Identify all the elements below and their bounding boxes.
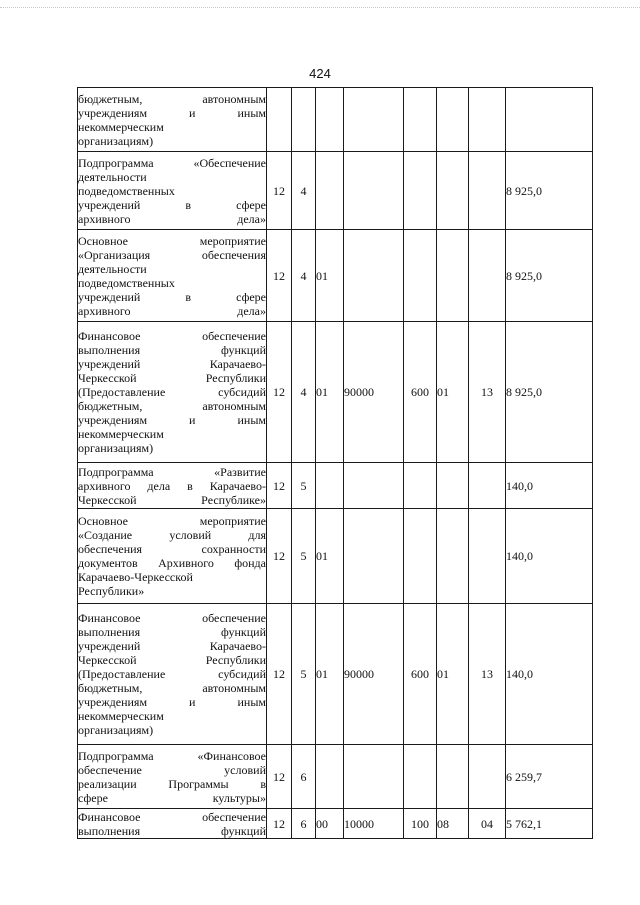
table-body: [78, 88, 593, 839]
row-name: [78, 463, 267, 509]
row-name-line: организациям): [78, 133, 154, 148]
row-name-line: «Создание условий для: [78, 528, 266, 542]
section-code-cell: 01: [437, 322, 469, 463]
row-name-line: подведомственных: [78, 183, 175, 198]
row-name-line: организациям): [78, 441, 154, 455]
direction-code-cell: 90000: [344, 322, 404, 463]
direction-code-cell: 10000: [344, 809, 404, 839]
table-row: [78, 322, 593, 463]
program-code-cell: [316, 745, 344, 809]
expense-type-cell: [404, 230, 437, 322]
subsection-code-cell: [469, 152, 506, 230]
subsection-cell: 6: [292, 745, 316, 809]
amount-cell: 140,0: [506, 463, 593, 509]
row-name-line: бюджетным, автономным: [78, 681, 266, 695]
table-row: [78, 152, 593, 230]
subsection-cell: 4: [292, 230, 316, 322]
row-name-line: сфере культуры»: [78, 790, 266, 805]
subsection-cell: 5: [292, 604, 316, 745]
row-name-line: Карачаево-Черкесской: [78, 570, 193, 584]
table-row: [78, 88, 593, 152]
program-code-cell: 01: [316, 509, 344, 604]
subsection-code-cell: [469, 463, 506, 509]
section-code-cell: 08: [437, 809, 469, 839]
row-name-line: деятельности: [78, 169, 147, 184]
section-code-cell: [437, 463, 469, 509]
row-name-line: бюджетным, автономным: [78, 91, 266, 106]
row-name: [78, 230, 267, 322]
section-cell: 12: [267, 322, 292, 463]
row-name: [78, 88, 267, 152]
expense-type-cell: 600: [404, 322, 437, 463]
row-name-line: выполнения функций: [78, 823, 266, 838]
subsection-code-cell: [469, 88, 506, 152]
row-name-line: учреждениям и иным: [78, 413, 266, 427]
row-name-line: обеспечение условий: [78, 762, 266, 777]
page-number: 424: [309, 66, 331, 81]
section-cell: 12: [267, 809, 292, 839]
row-name-line: учреждениям и иным: [78, 695, 266, 709]
row-name-line: архивного дела в Карачаево-: [78, 478, 266, 493]
row-name: [78, 152, 267, 230]
row-name-line: учреждений в сфере: [78, 197, 266, 212]
table-row: [78, 604, 593, 745]
program-code-cell: 01: [316, 604, 344, 745]
section-code-cell: [437, 152, 469, 230]
row-name-line: учреждениям и иным: [78, 105, 266, 120]
table-row: [78, 463, 593, 509]
table-row: [78, 809, 593, 839]
amount-cell: 8 925,0: [506, 322, 593, 463]
expense-type-cell: [404, 463, 437, 509]
program-code-cell: [316, 152, 344, 230]
table-row: [78, 745, 593, 809]
subsection-code-cell: [469, 745, 506, 809]
row-name-line: Подпрограмма «Развитие: [78, 464, 266, 479]
row-name: [78, 604, 267, 745]
row-name-line: документов Архивного фонда: [78, 556, 266, 570]
row-name-line: Финансовое обеспечение: [78, 809, 266, 824]
section-cell: 12: [267, 604, 292, 745]
row-name-line: Подпрограмма «Обеспечение: [78, 155, 266, 170]
row-name-line: архивного дела»: [78, 303, 266, 318]
row-name: [78, 745, 267, 809]
expense-type-cell: 600: [404, 604, 437, 745]
table-row: [78, 230, 593, 322]
expense-type-cell: [404, 88, 437, 152]
subsection-code-cell: 04: [469, 809, 506, 839]
section-code-cell: [437, 88, 469, 152]
subsection-cell: 6: [292, 809, 316, 839]
row-name-line: некоммерческим: [78, 119, 164, 134]
row-name-line: выполнения функций: [78, 625, 266, 639]
expense-type-cell: [404, 745, 437, 809]
subsection-code-cell: 13: [469, 604, 506, 745]
row-name-line: Основное мероприятие: [78, 233, 266, 248]
row-name-line: Финансовое обеспечение: [78, 329, 266, 343]
row-name-line: Финансовое обеспечение: [78, 611, 266, 625]
row-name-line: учреждений Карачаево-: [78, 357, 266, 371]
direction-code-cell: 90000: [344, 604, 404, 745]
section-cell: 12: [267, 230, 292, 322]
section-cell: 12: [267, 745, 292, 809]
direction-code-cell: [344, 463, 404, 509]
subsection-code-cell: 13: [469, 322, 506, 463]
subsection-cell: 5: [292, 463, 316, 509]
row-name-line: архивного дела»: [78, 211, 266, 226]
subsection-cell: 4: [292, 152, 316, 230]
row-name-line: некоммерческим: [78, 709, 164, 723]
row-name-line: учреждений в сфере: [78, 289, 266, 304]
row-name-line: Черкесской Республики: [78, 371, 266, 385]
program-code-cell: [316, 463, 344, 509]
row-name-line: деятельности: [78, 261, 147, 276]
section-code-cell: [437, 230, 469, 322]
subsection-code-cell: [469, 230, 506, 322]
amount-cell: [506, 88, 593, 152]
row-name-line: Черкесской Республике»: [78, 492, 266, 507]
expense-type-cell: 100: [404, 809, 437, 839]
amount-cell: 140,0: [506, 604, 593, 745]
row-name: [78, 322, 267, 463]
amount-cell: 140,0: [506, 509, 593, 604]
program-code-cell: 00: [316, 809, 344, 839]
subsection-cell: [292, 88, 316, 152]
row-name-line: Основное мероприятие: [78, 514, 266, 528]
amount-cell: 6 259,7: [506, 745, 593, 809]
amount-cell: 8 925,0: [506, 152, 593, 230]
direction-code-cell: [344, 152, 404, 230]
row-name: [78, 809, 267, 839]
subsection-code-cell: [469, 509, 506, 604]
row-name-line: организациям): [78, 723, 154, 737]
program-code-cell: [316, 88, 344, 152]
row-name-line: Республики»: [78, 584, 145, 598]
direction-code-cell: [344, 88, 404, 152]
row-name-line: Черкесской Республики: [78, 653, 266, 667]
expense-type-cell: [404, 152, 437, 230]
row-name: [78, 509, 267, 604]
expense-type-cell: [404, 509, 437, 604]
row-name-line: некоммерческим: [78, 427, 164, 441]
row-name-line: выполнения функций: [78, 343, 266, 357]
budget-table: [77, 87, 593, 839]
row-name-line: Подпрограмма «Финансовое: [78, 748, 266, 763]
program-code-cell: 01: [316, 230, 344, 322]
row-name-line: бюджетным, автономным: [78, 399, 266, 413]
row-name-line: подведомственных: [78, 275, 175, 290]
program-code-cell: 01: [316, 322, 344, 463]
row-name-line: обеспечения сохранности: [78, 542, 266, 556]
section-cell: [267, 88, 292, 152]
section-cell: 12: [267, 152, 292, 230]
direction-code-cell: [344, 509, 404, 604]
section-cell: 12: [267, 509, 292, 604]
amount-cell: 8 925,0: [506, 230, 593, 322]
section-cell: 12: [267, 463, 292, 509]
row-name-line: (Предоставление субсидий: [78, 667, 266, 681]
scan-edge: [0, 7, 640, 8]
section-code-cell: [437, 745, 469, 809]
direction-code-cell: [344, 230, 404, 322]
section-code-cell: [437, 509, 469, 604]
section-code-cell: 01: [437, 604, 469, 745]
subsection-cell: 5: [292, 509, 316, 604]
row-name-line: реализации Программы в: [78, 776, 266, 791]
subsection-cell: 4: [292, 322, 316, 463]
row-name-line: учреждений Карачаево-: [78, 639, 266, 653]
row-name-line: «Организация обеспечения: [78, 247, 266, 262]
table-row: [78, 509, 593, 604]
amount-cell: 5 762,1: [506, 809, 593, 839]
row-name-line: (Предоставление субсидий: [78, 385, 266, 399]
direction-code-cell: [344, 745, 404, 809]
